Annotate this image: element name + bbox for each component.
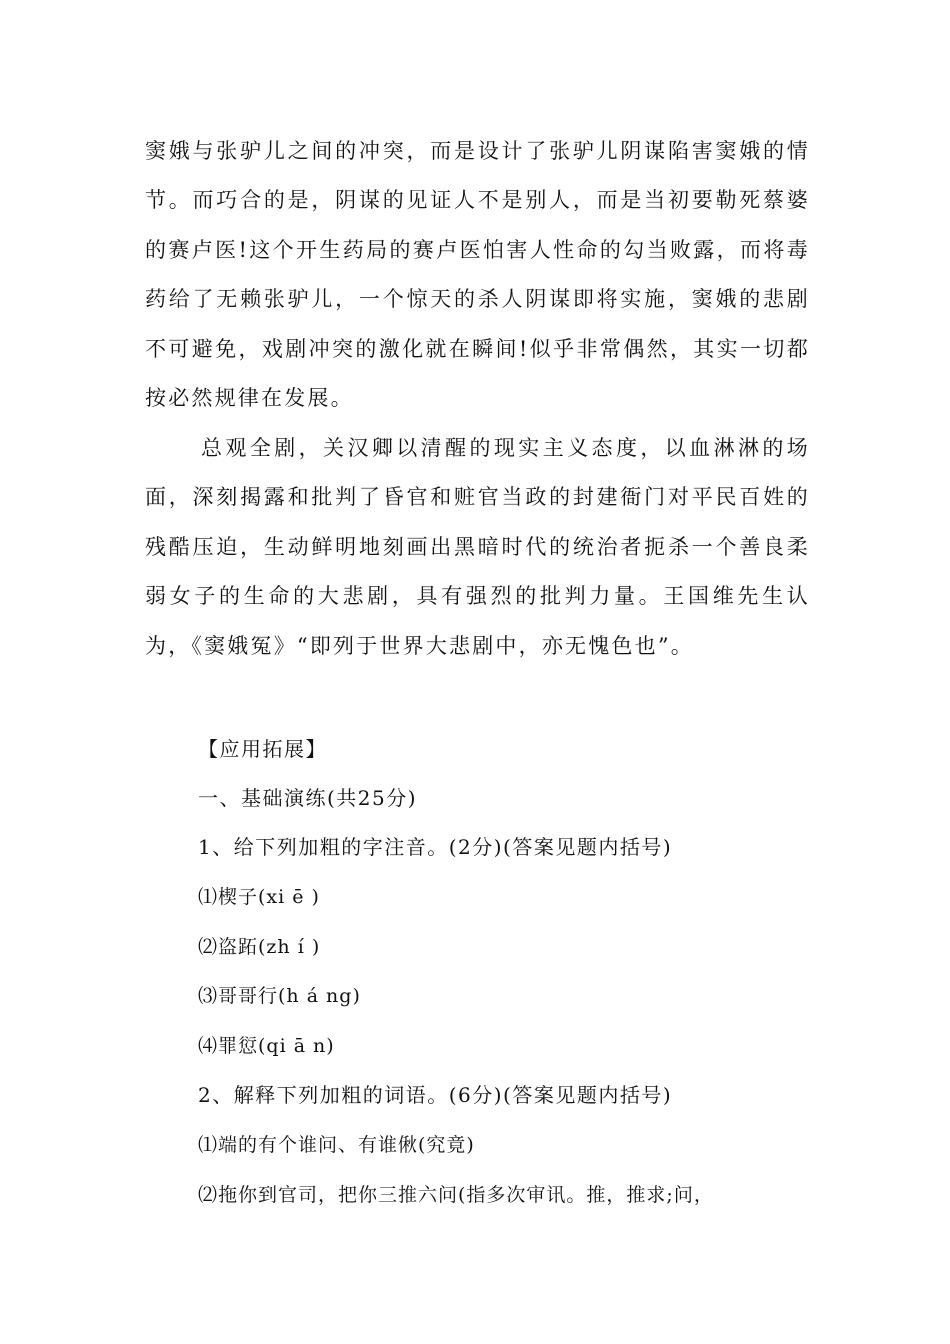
body-paragraph-1: 窦娥与张驴儿之间的冲突，而是设计了张驴儿阴谋陷害窦娥的情节。而巧合的是，阴谋的见证人不是别人，而是当初要勒死蔡婆的赛卢医!这个开生药局的赛卢医怕害人性命的勾当败露，而将毒药给了无赖张驴儿，一个惊天的杀人阴谋即将实施，窦娥的悲剧不可避免，戏剧冲突的激化就在瞬间!似乎非常偶然，其实一切都按必然规律在发展。 [145,139,810,411]
question-1-item-3: ⑶哥哥行(h á ng) [198,985,361,1007]
question-1-item-1: ⑴楔子(xi ē ) [198,886,320,908]
part-title: 一、基础演练(共25分) [198,786,418,810]
section-title: 【应用拓展】 [198,737,327,761]
question-2-item-2: ⑵拖你到官司，把你三推六问(指多次审讯。推，推求;问， [198,1184,714,1206]
question-1-item-4: ⑷罪愆(qi ā n) [198,1035,335,1057]
question-2-item-1: ⑴端的有个谁问、有谁偢(究竟) [198,1134,475,1156]
question-2-title: 2、解释下列加粗的词语。(6分)(答案见题内括号) [198,1083,673,1107]
body-paragraph-2: 总观全剧，关汉卿以清醒的现实主义态度，以血淋淋的场面，深刻揭露和批判了昏官和赃官当政的封建衙门对平民百姓的残酷压迫，生动鲜明地刻画出黑暗时代的统治者扼杀一个善良柔弱女子的生命的大悲剧，具有强烈的批判力量。王国维先生认为，《窦娥冤》“即列于世界大悲剧中，亦无愧色也”。 [145,436,810,658]
question-1-item-2: ⑵盗跖(zh í ) [198,936,321,958]
question-1-title: 1、给下列加粗的字注音。(2分)(答案见题内括号) [198,835,673,859]
